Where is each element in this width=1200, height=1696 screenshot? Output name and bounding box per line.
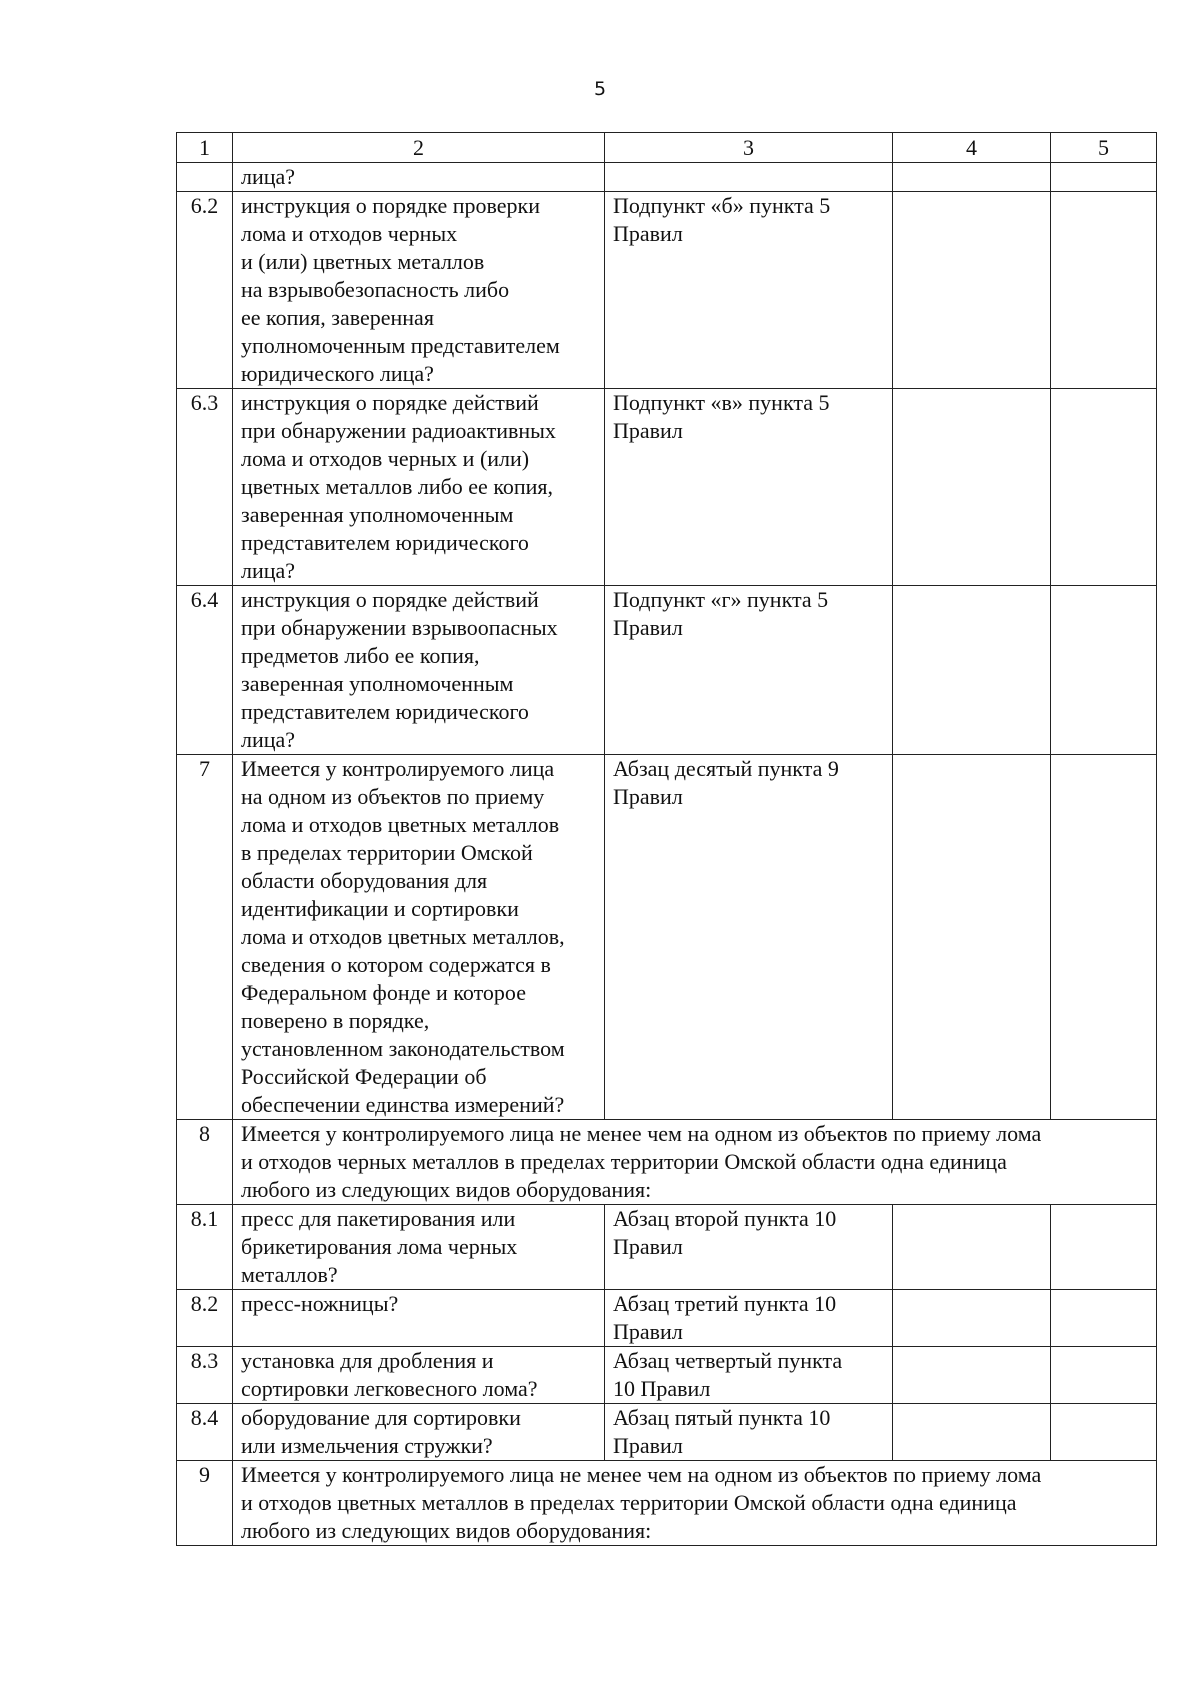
- answer-cell: [893, 755, 1051, 1120]
- question-line: пресс для пакетирования или: [241, 1206, 516, 1231]
- table-row: [177, 755, 1157, 1120]
- answer-cell: [893, 1290, 1051, 1347]
- question-line: инструкция о порядке действий: [241, 390, 539, 415]
- reference-cell: [605, 1347, 893, 1404]
- question-line: Российской Федерации об: [241, 1064, 487, 1089]
- row-number: 8.3: [177, 1347, 233, 1404]
- question-line: лома и отходов черных: [241, 221, 458, 246]
- question-cell: [233, 1290, 605, 1347]
- reference-line: Абзац пятый пункта 10: [613, 1405, 831, 1430]
- checklist-table: [176, 132, 1157, 1546]
- merged-line: Имеется у контролируемого лица не менее чем на одном из объектов по приему лома: [241, 1121, 1042, 1146]
- question-line: поверено в порядке,: [241, 1008, 430, 1033]
- answer-cell: [893, 586, 1051, 755]
- question-line: лица?: [241, 558, 296, 583]
- question-line: в пределах территории Омской: [241, 840, 533, 865]
- note-cell: [1051, 1347, 1157, 1404]
- reference-line: Подпункт «б» пункта 5: [613, 193, 831, 218]
- question-line: Имеется у контролируемого лица: [241, 756, 555, 781]
- table-row: [177, 1404, 1157, 1461]
- reference-line: Абзац третий пункта 10: [613, 1291, 837, 1316]
- reference-line: Правил: [613, 615, 683, 640]
- note-cell: [1051, 163, 1157, 192]
- reference-line: Подпункт «г» пункта 5: [613, 587, 829, 612]
- table-row: [177, 192, 1157, 389]
- answer-cell: [893, 389, 1051, 586]
- question-line: заверенная уполномоченным: [241, 502, 514, 527]
- row-number: 7: [177, 755, 233, 1120]
- answer-cell: [893, 192, 1051, 389]
- question-line: лома и отходов цветных металлов: [241, 812, 560, 837]
- merged-line: любого из следующих видов оборудования:: [241, 1518, 652, 1543]
- question-line: ее копия, заверенная: [241, 305, 434, 330]
- row-number: 6.2: [177, 192, 233, 389]
- question-line: юридического лица?: [241, 361, 434, 386]
- row-number: 8.2: [177, 1290, 233, 1347]
- reference-cell: [605, 163, 893, 192]
- merged-line: и отходов черных металлов в пределах территории Омской области одна единица: [241, 1149, 1007, 1174]
- question-line: лица?: [241, 164, 296, 189]
- question-line: при обнаружении взрывоопасных: [241, 615, 558, 640]
- header-row: [177, 133, 1157, 163]
- section-heading-cell: [233, 1120, 1157, 1205]
- question-line: лица?: [241, 727, 296, 752]
- question-line: лома и отходов черных и (или): [241, 446, 530, 471]
- question-line: установка для дробления и: [241, 1348, 494, 1373]
- row-number: 8: [177, 1120, 233, 1205]
- question-line: установленном законодательством: [241, 1036, 565, 1061]
- note-cell: [1051, 1404, 1157, 1461]
- question-line: и (или) цветных металлов: [241, 249, 485, 274]
- reference-line: Правил: [613, 418, 683, 443]
- row-number: 8.4: [177, 1404, 233, 1461]
- question-cell: [233, 1205, 605, 1290]
- reference-cell: [605, 1205, 893, 1290]
- merged-line: и отходов цветных металлов в пределах территории Омской области одна единица: [241, 1490, 1017, 1515]
- reference-line: Правил: [613, 1433, 683, 1458]
- reference-line: Правил: [613, 221, 683, 246]
- table-row: [177, 163, 1157, 192]
- question-cell: [233, 586, 605, 755]
- question-cell: [233, 192, 605, 389]
- question-cell: [233, 389, 605, 586]
- table-row: [177, 1290, 1157, 1347]
- question-line: обеспечении единства измерений?: [241, 1092, 565, 1117]
- question-cell: [233, 755, 605, 1120]
- question-cell: [233, 163, 605, 192]
- reference-cell: [605, 1404, 893, 1461]
- note-cell: [1051, 192, 1157, 389]
- question-line: или измельчения стружки?: [241, 1433, 493, 1458]
- answer-cell: [893, 163, 1051, 192]
- question-line: уполномоченным представителем: [241, 333, 560, 358]
- reference-line: Абзац второй пункта 10: [613, 1206, 837, 1231]
- question-cell: [233, 1347, 605, 1404]
- note-cell: [1051, 389, 1157, 586]
- merged-line: Имеется у контролируемого лица не менее чем на одном из объектов по приему лома: [241, 1462, 1042, 1487]
- question-line: идентификации и сортировки: [241, 896, 519, 921]
- page-number: 5: [593, 78, 607, 100]
- question-line: металлов?: [241, 1262, 338, 1287]
- reference-cell: [605, 755, 893, 1120]
- reference-line: Абзац десятый пункта 9: [613, 756, 839, 781]
- answer-cell: [893, 1205, 1051, 1290]
- question-line: на одном из объектов по приему: [241, 784, 545, 809]
- question-line: сведения о котором содержатся в: [241, 952, 551, 977]
- merged-line: любого из следующих видов оборудования:: [241, 1177, 652, 1202]
- note-cell: [1051, 1290, 1157, 1347]
- question-line: предметов либо ее копия,: [241, 643, 480, 668]
- question-line: оборудование для сортировки: [241, 1405, 521, 1430]
- header-col-4: 4: [893, 133, 1051, 163]
- reference-cell: [605, 389, 893, 586]
- note-cell: [1051, 1205, 1157, 1290]
- question-line: лома и отходов цветных металлов,: [241, 924, 565, 949]
- header-col-5: 5: [1051, 133, 1157, 163]
- note-cell: [1051, 586, 1157, 755]
- table-row: [177, 1205, 1157, 1290]
- table-row: [177, 586, 1157, 755]
- question-line: представителем юридического: [241, 530, 529, 555]
- question-line: сортировки легковесного лома?: [241, 1376, 538, 1401]
- question-cell: [233, 1404, 605, 1461]
- question-line: при обнаружении радиоактивных: [241, 418, 556, 443]
- row-number: 6.4: [177, 586, 233, 755]
- reference-line: Абзац четвертый пункта: [613, 1348, 843, 1373]
- reference-line: Правил: [613, 1319, 683, 1344]
- reference-cell: [605, 192, 893, 389]
- question-line: представителем юридического: [241, 699, 529, 724]
- header-col-1: 1: [177, 133, 233, 163]
- question-line: инструкция о порядке проверки: [241, 193, 541, 218]
- reference-line: Правил: [613, 784, 683, 809]
- reference-cell: [605, 1290, 893, 1347]
- reference-line: Подпункт «в» пункта 5: [613, 390, 830, 415]
- row-number: 9: [177, 1461, 233, 1546]
- question-line: на взрывобезопасность либо: [241, 277, 510, 302]
- reference-cell: [605, 586, 893, 755]
- answer-cell: [893, 1404, 1051, 1461]
- question-line: цветных металлов либо ее копия,: [241, 474, 554, 499]
- reference-line: Правил: [613, 1234, 683, 1259]
- question-line: пресс-ножницы?: [241, 1291, 399, 1316]
- row-number: [177, 163, 233, 192]
- row-number: 8.1: [177, 1205, 233, 1290]
- question-line: брикетирования лома черных: [241, 1234, 518, 1259]
- note-cell: [1051, 755, 1157, 1120]
- question-line: Федеральном фонде и которое: [241, 980, 526, 1005]
- question-line: инструкция о порядке действий: [241, 587, 539, 612]
- header-col-2: 2: [233, 133, 605, 163]
- question-line: области оборудования для: [241, 868, 488, 893]
- table-row: [177, 1347, 1157, 1404]
- table-row: [177, 389, 1157, 586]
- table-row: [177, 1120, 1157, 1205]
- section-heading-cell: [233, 1461, 1157, 1546]
- row-number: 6.3: [177, 389, 233, 586]
- reference-line: 10 Правил: [613, 1376, 711, 1401]
- answer-cell: [893, 1347, 1051, 1404]
- table-row: [177, 1461, 1157, 1546]
- question-line: заверенная уполномоченным: [241, 671, 514, 696]
- table-body: [177, 163, 1157, 1546]
- header-col-3: 3: [605, 133, 893, 163]
